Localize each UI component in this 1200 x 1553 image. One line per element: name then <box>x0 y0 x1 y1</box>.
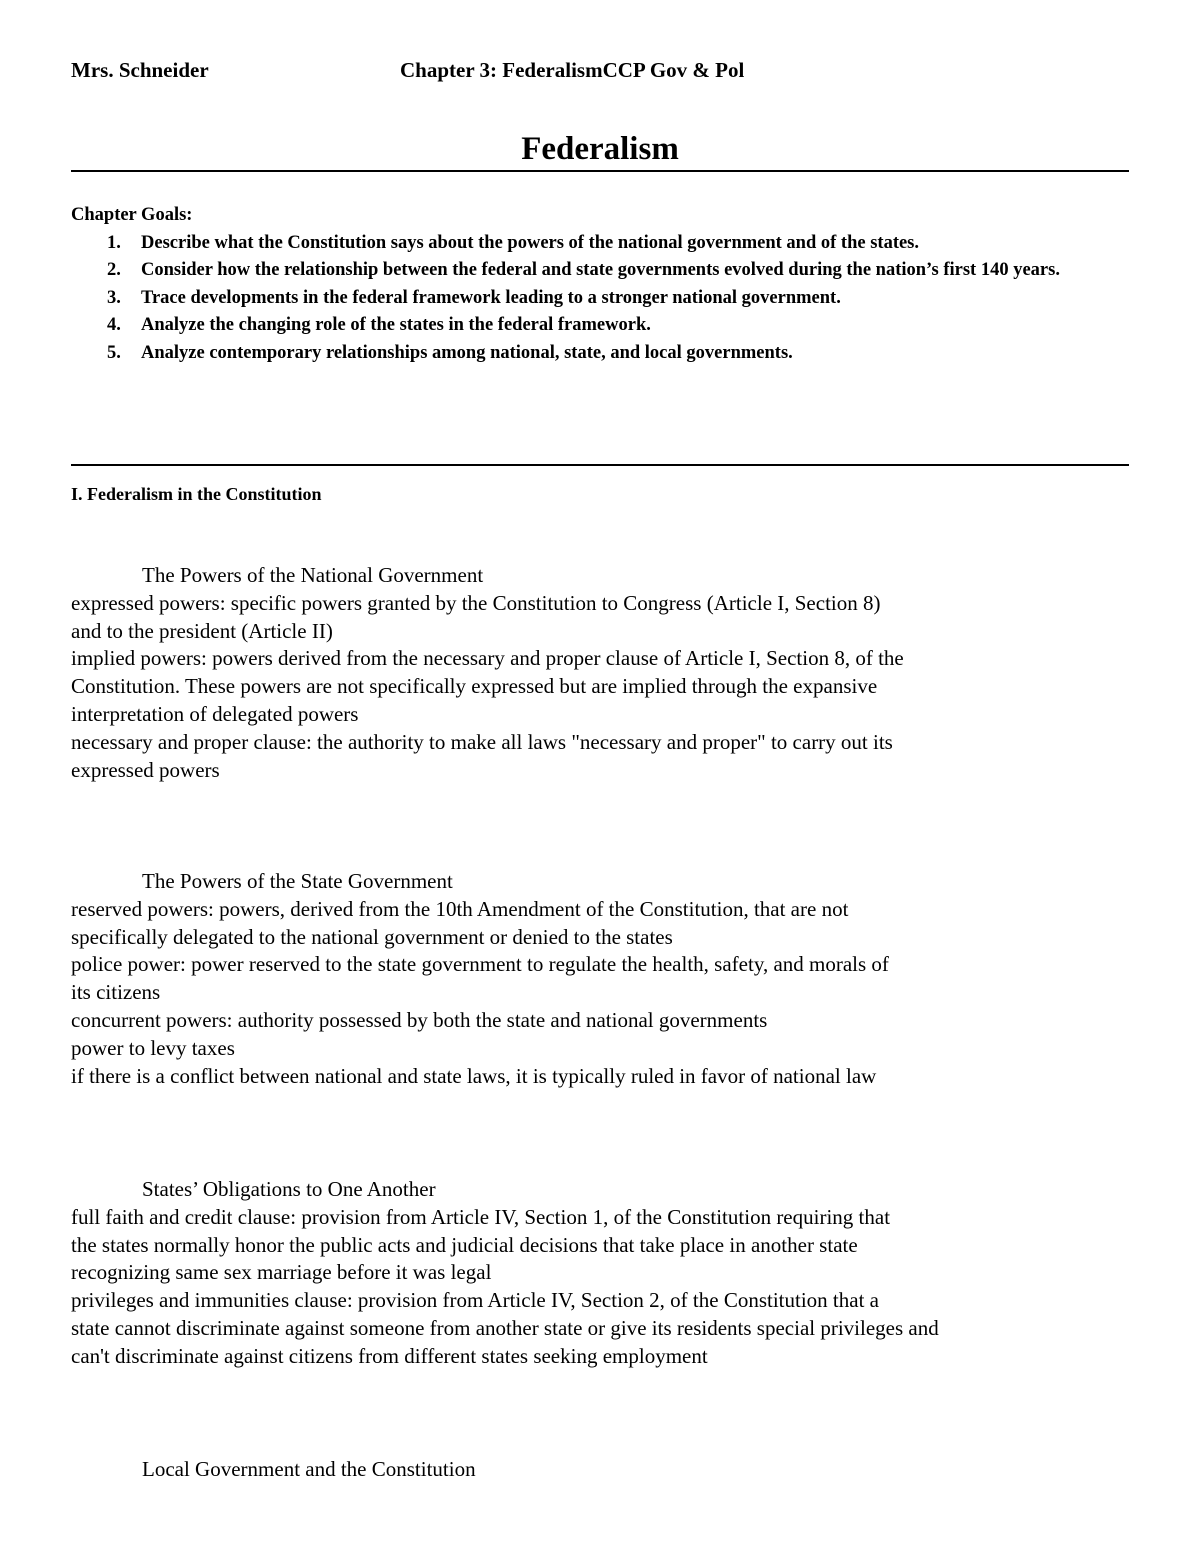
goal-item <box>71 230 1061 258</box>
national-line: and to the president (Article II) <box>71 618 333 643</box>
goal-item <box>71 257 1061 285</box>
state-powers-subheading: The Powers of the State Government <box>142 869 453 893</box>
national-powers-block <box>71 562 1129 784</box>
goal-number: 5. <box>107 342 121 363</box>
goal-item <box>71 312 1061 340</box>
national-line: implied powers: powers derived from the necessary and proper clause of Article I, Section 8, of the <box>71 646 904 671</box>
obligations-line: full faith and credit clause: provision from Article IV, Section 1, of the Constitution requiring that <box>71 1204 891 1229</box>
state-line: police power: power reserved to the state government to regulate the health, safety, and morals of <box>71 952 889 977</box>
state-line: its citizens <box>71 980 161 1005</box>
national-line: Constitution. These powers are not specifically expressed but are implied through the expansive <box>71 674 878 699</box>
state-powers-block <box>71 868 1129 1090</box>
state-line: if there is a conflict between national and state laws, it is typically ruled in favor of national law <box>71 1063 877 1088</box>
state-obligations-subheading: States’ Obligations to One Another <box>142 1177 436 1201</box>
goals-divider <box>71 464 1129 466</box>
obligations-line: privileges and immunities clause: provision from Article IV, Section 2, of the Constitution that a <box>71 1288 879 1313</box>
national-line: necessary and proper clause: the authority to make all laws "necessary and proper" to carry out its <box>71 729 893 754</box>
chapter-goals-label: Chapter Goals: <box>71 205 193 225</box>
title-divider <box>71 170 1129 172</box>
state-line: specifically delegated to the national government or denied to the states <box>71 924 673 949</box>
state-line: reserved powers: powers, derived from the 10th Amendment of the Constitution, that are not <box>71 896 849 921</box>
national-line: interpretation of delegated powers <box>71 701 359 726</box>
course-title: Chapter 3: FederalismCCP Gov & Pol <box>400 58 745 82</box>
chapter-goals <box>71 202 1129 367</box>
goal-text: Analyze the changing role of the states in the federal framework. <box>141 315 651 335</box>
goal-item <box>71 285 1061 313</box>
teacher-name: Mrs. Schneider <box>71 58 209 82</box>
state-line: power to levy taxes <box>71 1035 235 1060</box>
goal-text: Describe what the Constitution says about the powers of the national government and of the states. <box>141 232 920 253</box>
national-line: expressed powers <box>71 757 220 782</box>
chapter-goals-list <box>71 230 1129 368</box>
goal-text: Consider how the relationship between the federal and state governments evolved during the nation’s first 140 years. <box>141 260 1060 280</box>
section-heading: I. Federalism in the Constitution <box>71 484 322 504</box>
goal-item <box>71 340 1061 368</box>
goal-number: 1. <box>107 232 121 253</box>
goal-number: 4. <box>107 315 121 335</box>
national-powers-subheading: The Powers of the National Government <box>142 563 484 587</box>
state-line: concurrent powers: authority possessed by both the state and national governments <box>71 1007 768 1032</box>
goal-text: Analyze contemporary relationships among national, state, and local governments. <box>141 342 793 363</box>
obligations-line: the states normally honor the public acts and judicial decisions that take place in another state <box>71 1232 858 1257</box>
national-line: expressed powers: specific powers granted by the Constitution to Congress (Article I, Section 8) <box>71 590 881 615</box>
goal-number: 3. <box>107 287 121 308</box>
goal-number: 2. <box>107 260 121 280</box>
obligations-line: recognizing same sex marriage before it was legal <box>71 1260 492 1285</box>
local-government-block <box>71 1456 1129 1484</box>
obligations-line: state cannot discriminate against someone from another state or give its residents special privileges and <box>71 1315 939 1340</box>
goal-text: Trace developments in the federal framework leading to a stronger national government. <box>141 287 841 308</box>
local-government-subheading: Local Government and the Constitution <box>142 1457 476 1481</box>
obligations-line: can't discriminate against citizens from different states seeking employment <box>71 1343 708 1368</box>
state-obligations-block <box>71 1176 1129 1371</box>
page-title: Federalism <box>521 131 679 167</box>
